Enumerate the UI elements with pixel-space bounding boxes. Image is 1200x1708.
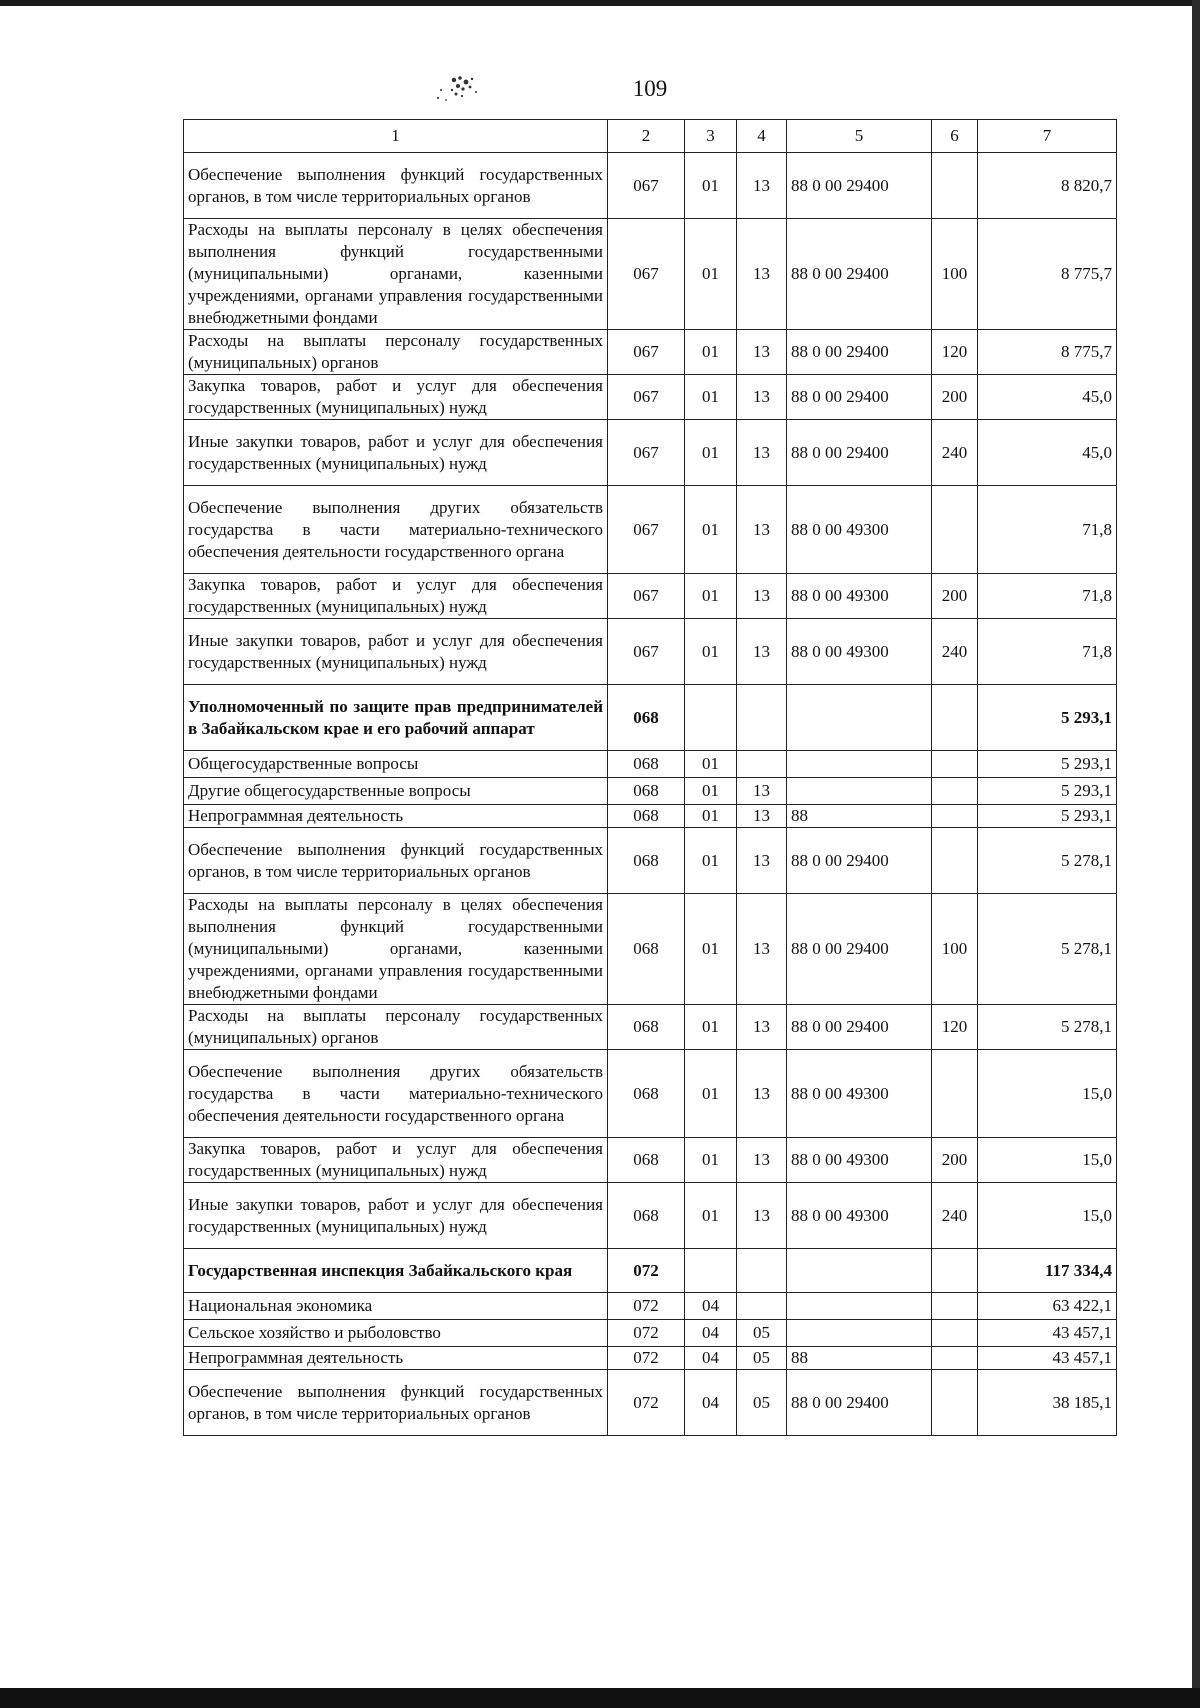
cell-col-6 xyxy=(932,1320,978,1347)
cell-col-6: 200 xyxy=(932,375,978,420)
cell-col-2: 068 xyxy=(608,894,685,1005)
cell-col-4: 13 xyxy=(737,619,787,685)
table-row xyxy=(184,828,1117,894)
table-row xyxy=(184,1050,1117,1138)
cell-col-2: 067 xyxy=(608,574,685,619)
cell-col-7: 45,0 xyxy=(978,420,1117,486)
cell-col-2: 068 xyxy=(608,1005,685,1050)
cell-col-1: Уполномоченный по защите прав предпринимателей в Забайкальском крае и его рабочий аппарат xyxy=(184,685,608,751)
table-row xyxy=(184,1293,1117,1320)
cell-col-2: 067 xyxy=(608,153,685,219)
cell-col-4 xyxy=(737,1249,787,1293)
cell-col-7: 38 185,1 xyxy=(978,1370,1117,1436)
cell-col-6 xyxy=(932,1347,978,1370)
cell-col-4: 13 xyxy=(737,574,787,619)
cell-col-4 xyxy=(737,1293,787,1320)
cell-col-7: 8 775,7 xyxy=(978,330,1117,375)
cell-col-7: 15,0 xyxy=(978,1183,1117,1249)
cell-col-5: 88 0 00 29400 xyxy=(787,1370,932,1436)
cell-col-7: 5 293,1 xyxy=(978,685,1117,751)
cell-col-1: Национальная экономика xyxy=(184,1293,608,1320)
table-row xyxy=(184,805,1117,828)
cell-col-2: 068 xyxy=(608,1138,685,1183)
cell-col-6: 100 xyxy=(932,219,978,330)
column-header: 7 xyxy=(978,120,1117,153)
cell-col-5: 88 0 00 49300 xyxy=(787,1050,932,1138)
table-row xyxy=(184,1320,1117,1347)
cell-col-7: 5 278,1 xyxy=(978,894,1117,1005)
cell-col-1: Иные закупки товаров, работ и услуг для обеспечения государственных (муниципальных) нужд xyxy=(184,420,608,486)
cell-col-5: 88 0 00 29400 xyxy=(787,219,932,330)
cell-col-2: 068 xyxy=(608,1183,685,1249)
cell-col-1: Расходы на выплаты персоналу государственных (муниципальных) органов xyxy=(184,1005,608,1050)
cell-col-1: Расходы на выплаты персоналу в целях обеспечения выполнения функций государственными (муниципальными) органами, казенными учреждениями, органами управления государственными внебюджетными фондами xyxy=(184,894,608,1005)
cell-col-1: Иные закупки товаров, работ и услуг для обеспечения государственных (муниципальных) нужд xyxy=(184,619,608,685)
cell-col-6: 240 xyxy=(932,1183,978,1249)
cell-col-4: 13 xyxy=(737,828,787,894)
cell-col-4: 13 xyxy=(737,1050,787,1138)
cell-col-7: 15,0 xyxy=(978,1138,1117,1183)
cell-col-6 xyxy=(932,685,978,751)
cell-col-1: Обеспечение выполнения функций государственных органов, в том числе территориальных органов xyxy=(184,1370,608,1436)
cell-col-3: 01 xyxy=(685,1183,737,1249)
column-header: 3 xyxy=(685,120,737,153)
cell-col-2: 068 xyxy=(608,1050,685,1138)
cell-col-3: 01 xyxy=(685,894,737,1005)
cell-col-1: Обеспечение выполнения других обязательств государства в части материально-технического обеспечения деятельности государственного органа xyxy=(184,1050,608,1138)
cell-col-6: 100 xyxy=(932,894,978,1005)
cell-col-6 xyxy=(932,1293,978,1320)
cell-col-5: 88 xyxy=(787,805,932,828)
cell-col-5: 88 0 00 49300 xyxy=(787,619,932,685)
table-row xyxy=(184,375,1117,420)
cell-col-2: 068 xyxy=(608,805,685,828)
page-number: 109 xyxy=(632,76,668,101)
cell-col-2: 072 xyxy=(608,1347,685,1370)
cell-col-2: 072 xyxy=(608,1320,685,1347)
column-header: 6 xyxy=(932,120,978,153)
cell-col-7: 63 422,1 xyxy=(978,1293,1117,1320)
cell-col-4: 13 xyxy=(737,375,787,420)
cell-col-6 xyxy=(932,153,978,219)
table-row xyxy=(184,1370,1117,1436)
table-row xyxy=(184,685,1117,751)
cell-col-4: 13 xyxy=(737,1138,787,1183)
cell-col-3 xyxy=(685,685,737,751)
cell-col-4 xyxy=(737,751,787,778)
cell-col-1: Закупка товаров, работ и услуг для обеспечения государственных (муниципальных) нужд xyxy=(184,574,608,619)
cell-col-4 xyxy=(737,685,787,751)
cell-col-6 xyxy=(932,486,978,574)
cell-col-3: 01 xyxy=(685,219,737,330)
table-row xyxy=(184,1183,1117,1249)
cell-col-1: Закупка товаров, работ и услуг для обеспечения государственных (муниципальных) нужд xyxy=(184,375,608,420)
column-header: 1 xyxy=(184,120,608,153)
cell-col-4: 13 xyxy=(737,486,787,574)
cell-col-1: Расходы на выплаты персоналу в целях обеспечения выполнения функций государственными (муниципальными) органами, казенными учреждениями, органами управления государственными внебюджетными фондами xyxy=(184,219,608,330)
scan-bottom-edge xyxy=(0,1688,1200,1708)
cell-col-2: 067 xyxy=(608,486,685,574)
cell-col-7: 5 293,1 xyxy=(978,751,1117,778)
cell-col-6: 120 xyxy=(932,1005,978,1050)
cell-col-6: 200 xyxy=(932,574,978,619)
table-row xyxy=(184,420,1117,486)
cell-col-6 xyxy=(932,1050,978,1138)
cell-col-5: 88 0 00 49300 xyxy=(787,486,932,574)
cell-col-6 xyxy=(932,751,978,778)
cell-col-6 xyxy=(932,828,978,894)
cell-col-5: 88 0 00 29400 xyxy=(787,330,932,375)
cell-col-1: Обеспечение выполнения функций государственных органов, в том числе территориальных органов xyxy=(184,828,608,894)
table-row xyxy=(184,751,1117,778)
cell-col-5 xyxy=(787,1293,932,1320)
cell-col-5: 88 xyxy=(787,1347,932,1370)
scan-top-edge xyxy=(0,0,1200,6)
cell-col-2: 072 xyxy=(608,1370,685,1436)
cell-col-2: 072 xyxy=(608,1249,685,1293)
cell-col-4: 13 xyxy=(737,805,787,828)
cell-col-3: 04 xyxy=(685,1293,737,1320)
cell-col-3: 01 xyxy=(685,153,737,219)
cell-col-7: 45,0 xyxy=(978,375,1117,420)
cell-col-3: 04 xyxy=(685,1320,737,1347)
table-row xyxy=(184,219,1117,330)
cell-col-2: 067 xyxy=(608,619,685,685)
cell-col-7: 5 278,1 xyxy=(978,828,1117,894)
cell-col-4: 13 xyxy=(737,1005,787,1050)
table-row xyxy=(184,1347,1117,1370)
cell-col-4: 13 xyxy=(737,153,787,219)
cell-col-2: 068 xyxy=(608,778,685,805)
cell-col-6: 240 xyxy=(932,420,978,486)
cell-col-5 xyxy=(787,1320,932,1347)
cell-col-3: 04 xyxy=(685,1370,737,1436)
cell-col-3: 01 xyxy=(685,375,737,420)
cell-col-6 xyxy=(932,1249,978,1293)
cell-col-3: 01 xyxy=(685,420,737,486)
cell-col-5: 88 0 00 29400 xyxy=(787,1005,932,1050)
cell-col-5 xyxy=(787,778,932,805)
cell-col-4: 13 xyxy=(737,894,787,1005)
cell-col-5 xyxy=(787,751,932,778)
cell-col-1: Государственная инспекция Забайкальского края xyxy=(184,1249,608,1293)
cell-col-5: 88 0 00 29400 xyxy=(787,153,932,219)
cell-col-6 xyxy=(932,805,978,828)
cell-col-4: 13 xyxy=(737,330,787,375)
cell-col-5 xyxy=(787,685,932,751)
cell-col-7: 5 293,1 xyxy=(978,805,1117,828)
cell-col-3: 01 xyxy=(685,486,737,574)
cell-col-3: 01 xyxy=(685,828,737,894)
cell-col-5: 88 0 00 29400 xyxy=(787,828,932,894)
table-row xyxy=(184,330,1117,375)
table-row xyxy=(184,778,1117,805)
cell-col-3: 01 xyxy=(685,751,737,778)
column-header: 5 xyxy=(787,120,932,153)
scan-smudge-mark xyxy=(432,70,492,104)
cell-col-5: 88 0 00 49300 xyxy=(787,574,932,619)
column-header: 2 xyxy=(608,120,685,153)
cell-col-7: 43 457,1 xyxy=(978,1320,1117,1347)
cell-col-6 xyxy=(932,778,978,805)
cell-col-7: 8 820,7 xyxy=(978,153,1117,219)
budget-table xyxy=(183,119,1117,1436)
cell-col-4: 05 xyxy=(737,1347,787,1370)
table-row xyxy=(184,486,1117,574)
cell-col-4: 05 xyxy=(737,1370,787,1436)
cell-col-4: 13 xyxy=(737,219,787,330)
cell-col-7: 43 457,1 xyxy=(978,1347,1117,1370)
cell-col-3: 01 xyxy=(685,1050,737,1138)
cell-col-1: Закупка товаров, работ и услуг для обеспечения государственных (муниципальных) нужд xyxy=(184,1138,608,1183)
cell-col-6 xyxy=(932,1370,978,1436)
cell-col-4: 13 xyxy=(737,420,787,486)
table-row xyxy=(184,619,1117,685)
cell-col-1: Сельское хозяйство и рыболовство xyxy=(184,1320,608,1347)
table-row xyxy=(184,1005,1117,1050)
cell-col-3: 01 xyxy=(685,1005,737,1050)
cell-col-5: 88 0 00 29400 xyxy=(787,894,932,1005)
cell-col-7: 5 293,1 xyxy=(978,778,1117,805)
cell-col-5: 88 0 00 29400 xyxy=(787,420,932,486)
cell-col-2: 067 xyxy=(608,330,685,375)
cell-col-2: 067 xyxy=(608,375,685,420)
cell-col-2: 068 xyxy=(608,751,685,778)
cell-col-1: Обеспечение выполнения функций государственных органов, в том числе территориальных органов xyxy=(184,153,608,219)
cell-col-7: 5 278,1 xyxy=(978,1005,1117,1050)
cell-col-4: 13 xyxy=(737,1183,787,1249)
cell-col-1: Иные закупки товаров, работ и услуг для обеспечения государственных (муниципальных) нужд xyxy=(184,1183,608,1249)
column-header: 4 xyxy=(737,120,787,153)
cell-col-7: 8 775,7 xyxy=(978,219,1117,330)
cell-col-2: 067 xyxy=(608,219,685,330)
cell-col-2: 068 xyxy=(608,828,685,894)
cell-col-3: 01 xyxy=(685,330,737,375)
table-row xyxy=(184,1138,1117,1183)
cell-col-3: 01 xyxy=(685,619,737,685)
cell-col-5: 88 0 00 49300 xyxy=(787,1138,932,1183)
cell-col-2: 072 xyxy=(608,1293,685,1320)
cell-col-1: Непрограммная деятельность xyxy=(184,805,608,828)
cell-col-7: 71,8 xyxy=(978,574,1117,619)
cell-col-6: 240 xyxy=(932,619,978,685)
table-row xyxy=(184,894,1117,1005)
scan-right-edge xyxy=(1192,0,1200,1708)
cell-col-3: 01 xyxy=(685,778,737,805)
cell-col-3: 01 xyxy=(685,805,737,828)
cell-col-5: 88 0 00 49300 xyxy=(787,1183,932,1249)
cell-col-7: 15,0 xyxy=(978,1050,1117,1138)
table-row xyxy=(184,1249,1117,1293)
table-header-row xyxy=(184,120,1117,153)
cell-col-7: 71,8 xyxy=(978,619,1117,685)
cell-col-3: 04 xyxy=(685,1347,737,1370)
cell-col-6: 120 xyxy=(932,330,978,375)
cell-col-7: 71,8 xyxy=(978,486,1117,574)
cell-col-3: 01 xyxy=(685,574,737,619)
cell-col-3: 01 xyxy=(685,1138,737,1183)
cell-col-1: Обеспечение выполнения других обязательств государства в части материально-технического обеспечения деятельности государственного органа xyxy=(184,486,608,574)
cell-col-4: 05 xyxy=(737,1320,787,1347)
cell-col-3 xyxy=(685,1249,737,1293)
cell-col-1: Общегосударственные вопросы xyxy=(184,751,608,778)
cell-col-2: 067 xyxy=(608,420,685,486)
cell-col-5: 88 0 00 29400 xyxy=(787,375,932,420)
cell-col-1: Непрограммная деятельность xyxy=(184,1347,608,1370)
cell-col-7: 117 334,4 xyxy=(978,1249,1117,1293)
cell-col-4: 13 xyxy=(737,778,787,805)
cell-col-5 xyxy=(787,1249,932,1293)
cell-col-1: Расходы на выплаты персоналу государственных (муниципальных) органов xyxy=(184,330,608,375)
cell-col-1: Другие общегосударственные вопросы xyxy=(184,778,608,805)
cell-col-2: 068 xyxy=(608,685,685,751)
table-row xyxy=(184,574,1117,619)
table-row xyxy=(184,153,1117,219)
cell-col-6: 200 xyxy=(932,1138,978,1183)
table-body xyxy=(184,153,1117,1436)
